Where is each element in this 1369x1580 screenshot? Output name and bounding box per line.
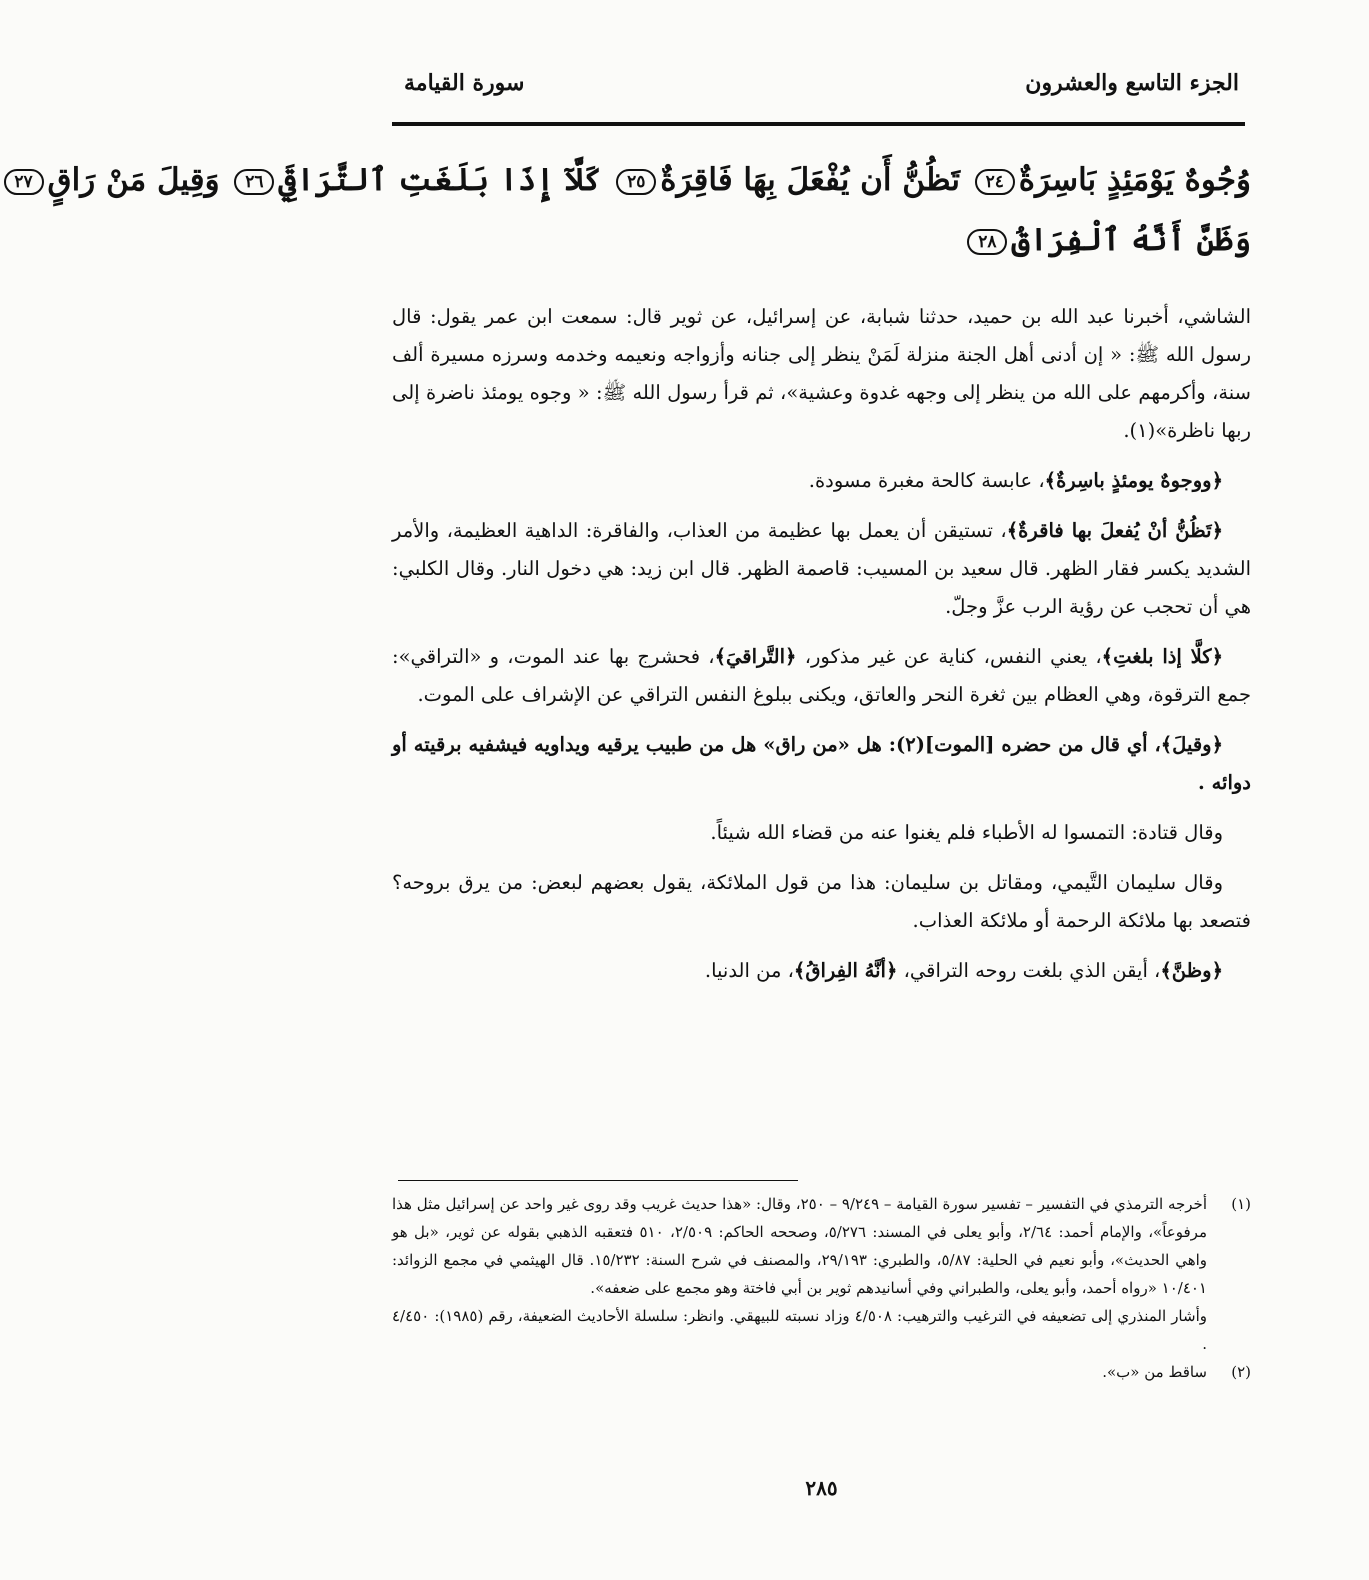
paragraph-qila [392,726,1251,802]
verse-number-marker: ٢٦ [234,169,274,195]
footnote-paragraph: أخرجه الترمذي في التفسير – تفسير سورة القيامة – ٩/٢٤٩ – ٢٥٠، وقال: «هذا حديث غريب وقد روى غير واحد عن إسرائيل مثل هذا مرفوعاً»، والإمام أحمد: ٢/٦٤، وأبو يعلى في المسند: ٥/٢٧٦، وصححه الحاكم: ٢/٥٠٩، ٥١٠ فتعقبه الذهبي بقوله عن ثوير، «بل هو واهي الحديث»، وأبو نعيم في الحلية: ٥/٨٧، والطبري: ٢٩/١٩٣، والمصنف في شرح السنة: ١٥/٢٣٢. قال الهيثمي في مجمع الزوائد: ١٠/٤٠١ «رواه أحمد، وأبو يعلى، والطبراني وفي أسانيدهم ثوير بن أبي فاختة وهو مجمع على ضعفه». [392,1195,1208,1297]
paragraph-text: ، من الدنيا. [704,959,794,982]
paragraph-qatada: وقال قتادة: التمسوا له الأطباء فلم يغنوا عنه من قضاء الله شيئاً. [710,821,1223,844]
footnote-1 [392,1190,1251,1358]
footnote-number: (١) [1231,1195,1251,1213]
quoted-verse: ﴿كلَّا إذا بلغتِ﴾ [1101,645,1223,668]
footnote-text [392,1190,1207,1358]
commentary-body [392,298,1251,990]
running-header-juz: الجزء التاسع والعشرون [1025,70,1239,96]
paragraph-sulayman: وقال سليمان التَّيمي، ومقاتل بن سليمان: هذا من قول الملائكة، يقول بعضهم لبعض: من يرق بروحه؟ فتصعد بها ملائكة الرحمة أو ملائكة العذاب. [392,871,1251,932]
verse-text: تَظُنُّ أَن يُفْعَلَ بِهَا فَاقِرَةٌ [660,162,960,198]
footnote-text: ساقط من «ب». [1102,1363,1207,1381]
verse-text: وُجُوهٌ يَوْمَئِذٍ بَاسِرَةٌ [1018,162,1251,198]
paragraph-text: ، فحشرج بها عند الموت، و «التراقي»: جمع الترقوة، وهي العظام بين ثغرة النحر والعاتق، ويكنى ببلوغ النفس التراقي عن الإشراف على الموت. [392,645,1251,706]
quoted-verse: ﴿التَّراقيَ﴾ [714,645,797,668]
verse-number-marker: ٢٨ [967,229,1007,255]
paragraph-basira [392,462,1251,500]
quoted-verse: ﴿وظنَّ﴾ [1160,959,1223,982]
paragraph-text: ، أي قال من حضره [الموت](٢): هل «من راق» هل من طبيب يرقيه ويداويه فيشفيه برقيته أو دوائه . [392,733,1251,794]
footnote-paragraph: وأشار المنذري إلى تضعيفه في الترغيب والترهيب: ٤/٥٠٨ وزاد نسبته للبيهقي. وانظر: سلسلة الأحاديث الضعيفة، رقم (١٩٨٥): ٤/٤٥٠ . [392,1307,1207,1353]
verse-text: وَظَنَّ أَنَّهُ ٱلْفِرَاقُ [1011,222,1251,258]
paragraph-taraqi [392,638,1251,714]
quoted-verse: ﴿ووجوهٌ يومئذٍ باسِرةٌ﴾ [1044,469,1223,492]
paragraph-hadith: الشاشي، أخبرنا عبد الله بن حميد، حدثنا شبابة، عن إسرائيل، عن ثوير قال: سمعت ابن عمر يقول: قال رسول الله ﷺ: « إن أدنى أهل الجنة منزلة لَمَنْ ينظر إلى جنانه وأزواجه ونعيمه وخدمه وسرزه مسيرة ألف سنة، وأكرمهم على الله من ينظر إلى وجهه غدوة وعشية»، ثم قرأ رسول الله ﷺ: « وجوه يومئذ ناضرة إلى ربها ناظرة»(١). [392,305,1251,442]
verse-text: كَلَّآ إِذَا بَلَغَتِ ٱلتَّرَاقِيَ [278,162,602,198]
verse-line-1 [14,150,1251,210]
footnotes [392,1190,1251,1386]
running-header-surah: سورة القيامة [404,70,525,96]
page-number: ٢٨٥ [805,1476,838,1500]
verse-number-marker: ٢٧ [4,169,44,195]
verse-line-2 [392,210,1251,270]
quoted-verse: ﴿أنَّهُ الفِراقُ﴾ [793,959,898,982]
verse-number-marker: ٢٤ [975,169,1015,195]
paragraph-text: ، تستيقن أن يعمل بها عظيمة من العذاب، والفاقرة: الداهية العظيمة، والأمر الشديد يكسر فقار الظهر. قال سعيد بن المسيب: قاصمة الظهر. قال ابن زيد: هي دخول النار. وقال الكلبي: هي أن تحجب عن رؤية الرب عزَّ وجلّ. [392,519,1251,618]
header-rule [392,122,1245,126]
paragraph-faqira [392,512,1251,626]
page [14,0,1369,1580]
paragraph-zanna [392,952,1251,990]
paragraph-text: ، يعني النفس، كناية عن غير مذكور، [796,645,1102,668]
footnote-separator [398,1180,798,1181]
paragraph-text: ، عابسة كالحة مغبرة مسودة. [808,469,1045,492]
footnote-number: (٢) [1231,1363,1251,1381]
quoted-verse: ﴿وقيلَ﴾ [1160,733,1223,756]
quran-verses-block [14,150,1251,270]
quoted-verse: ﴿تَظُنُّ أنْ يُفعلَ بها فاقرةٌ﴾ [1006,519,1224,542]
verse-number-marker: ٢٥ [616,169,656,195]
footnote-2 [392,1358,1251,1386]
paragraph-text: ، أيقن الذي بلغت روحه التراقي، [897,959,1161,982]
verse-text: وَقِيلَ مَنْ رَاقٍ [47,162,220,198]
